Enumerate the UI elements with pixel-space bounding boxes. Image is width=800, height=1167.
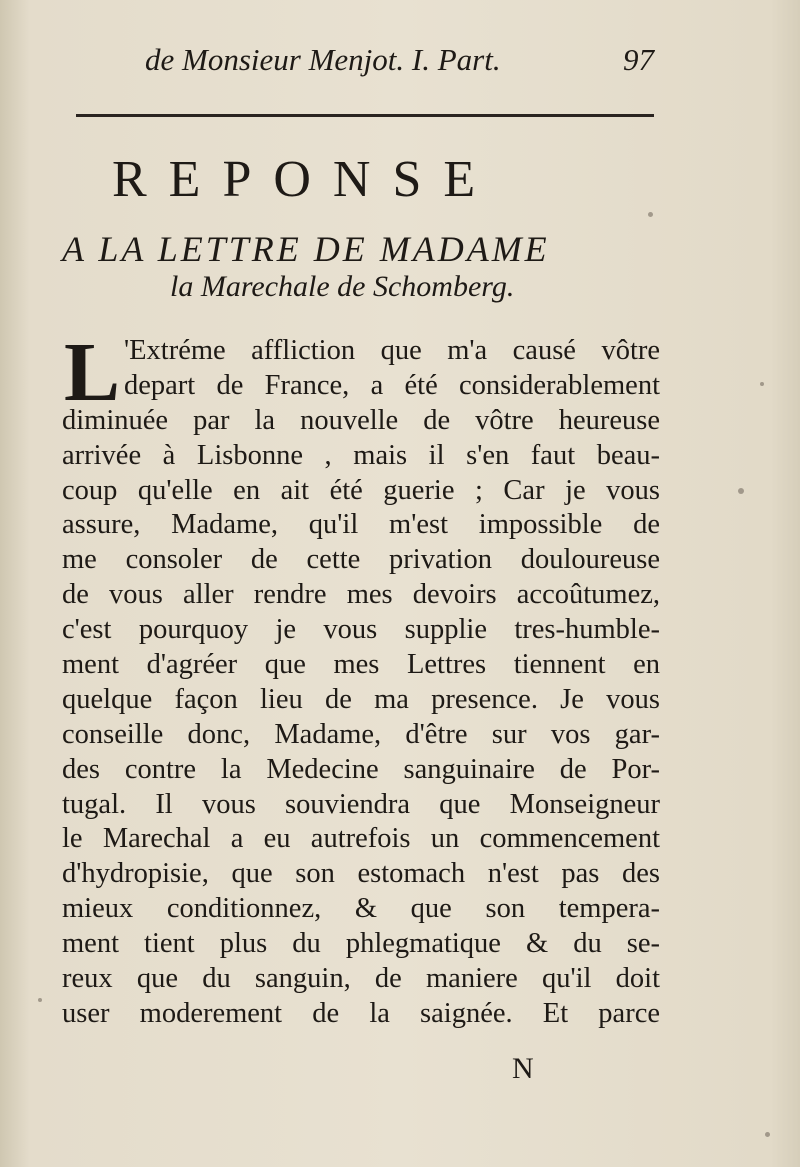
text-line: diminuée par la nouvelle de vôtre heureuse [62, 404, 660, 436]
text-line: reux que du sanguin, de maniere qu'il doit [62, 963, 660, 995]
text-line: des contre la Medecine sanguinaire de Por- [62, 753, 660, 785]
subtitle-line-2: la Marechale de Schomberg. [170, 270, 515, 303]
text-line: le Marechal a eu autrefois un commencement [62, 823, 660, 855]
paper-speck [760, 382, 764, 386]
text-line: me consoler de cette privation douloureuse [62, 544, 660, 576]
text-line: ment d'agréer que mes Lettres tiennent en [62, 649, 660, 681]
text-line: c'est pourquoy je vous supplie tres-humble- [62, 614, 660, 646]
text-line: arrivée à Lisbonne , mais il s'en faut beau- [62, 439, 660, 471]
text-line: user moderement de la saignée. Et parce [62, 997, 660, 1029]
header-rule [76, 114, 654, 117]
paper-speck [738, 488, 744, 494]
text-line: coup qu'elle en ait été guerie ; Car je vous [62, 474, 660, 506]
letter-body [62, 326, 660, 1032]
section-title: REPONSE [112, 151, 498, 208]
subtitle-line-1: A LA LETTRE DE MADAME [62, 229, 550, 269]
text-line: de vous aller rendre mes devoirs accoûtumez, [62, 579, 660, 611]
text-line: d'hydropisie, que son estomach n'est pas des [62, 858, 660, 890]
text-line: tugal. Il vous souviendra que Monseigneur [62, 788, 660, 820]
running-head: de Monsieur Menjot. I. Part. [145, 42, 501, 77]
text-line: quelque façon lieu de ma presence. Je vous [62, 683, 660, 715]
text-line: conseille donc, Madame, d'être sur vos gar- [62, 718, 660, 750]
signature-mark: N [512, 1052, 534, 1085]
text-line: depart de France, a été considerablement [124, 369, 660, 401]
page-number: 97 [623, 42, 654, 77]
drop-capital: L [64, 326, 121, 419]
text-line: mieux conditionnez, & que son tempera- [62, 893, 660, 925]
text-line: ment tient plus du phlegmatique & du se- [62, 928, 660, 960]
paper-speck [38, 998, 42, 1002]
paper-speck [765, 1132, 770, 1137]
page-header [145, 42, 665, 82]
text-line: assure, Madame, qu'il m'est impossible de [62, 509, 660, 541]
text-line: 'Extréme affliction que m'a causé vôtre [124, 335, 660, 366]
paper-speck [648, 212, 653, 217]
